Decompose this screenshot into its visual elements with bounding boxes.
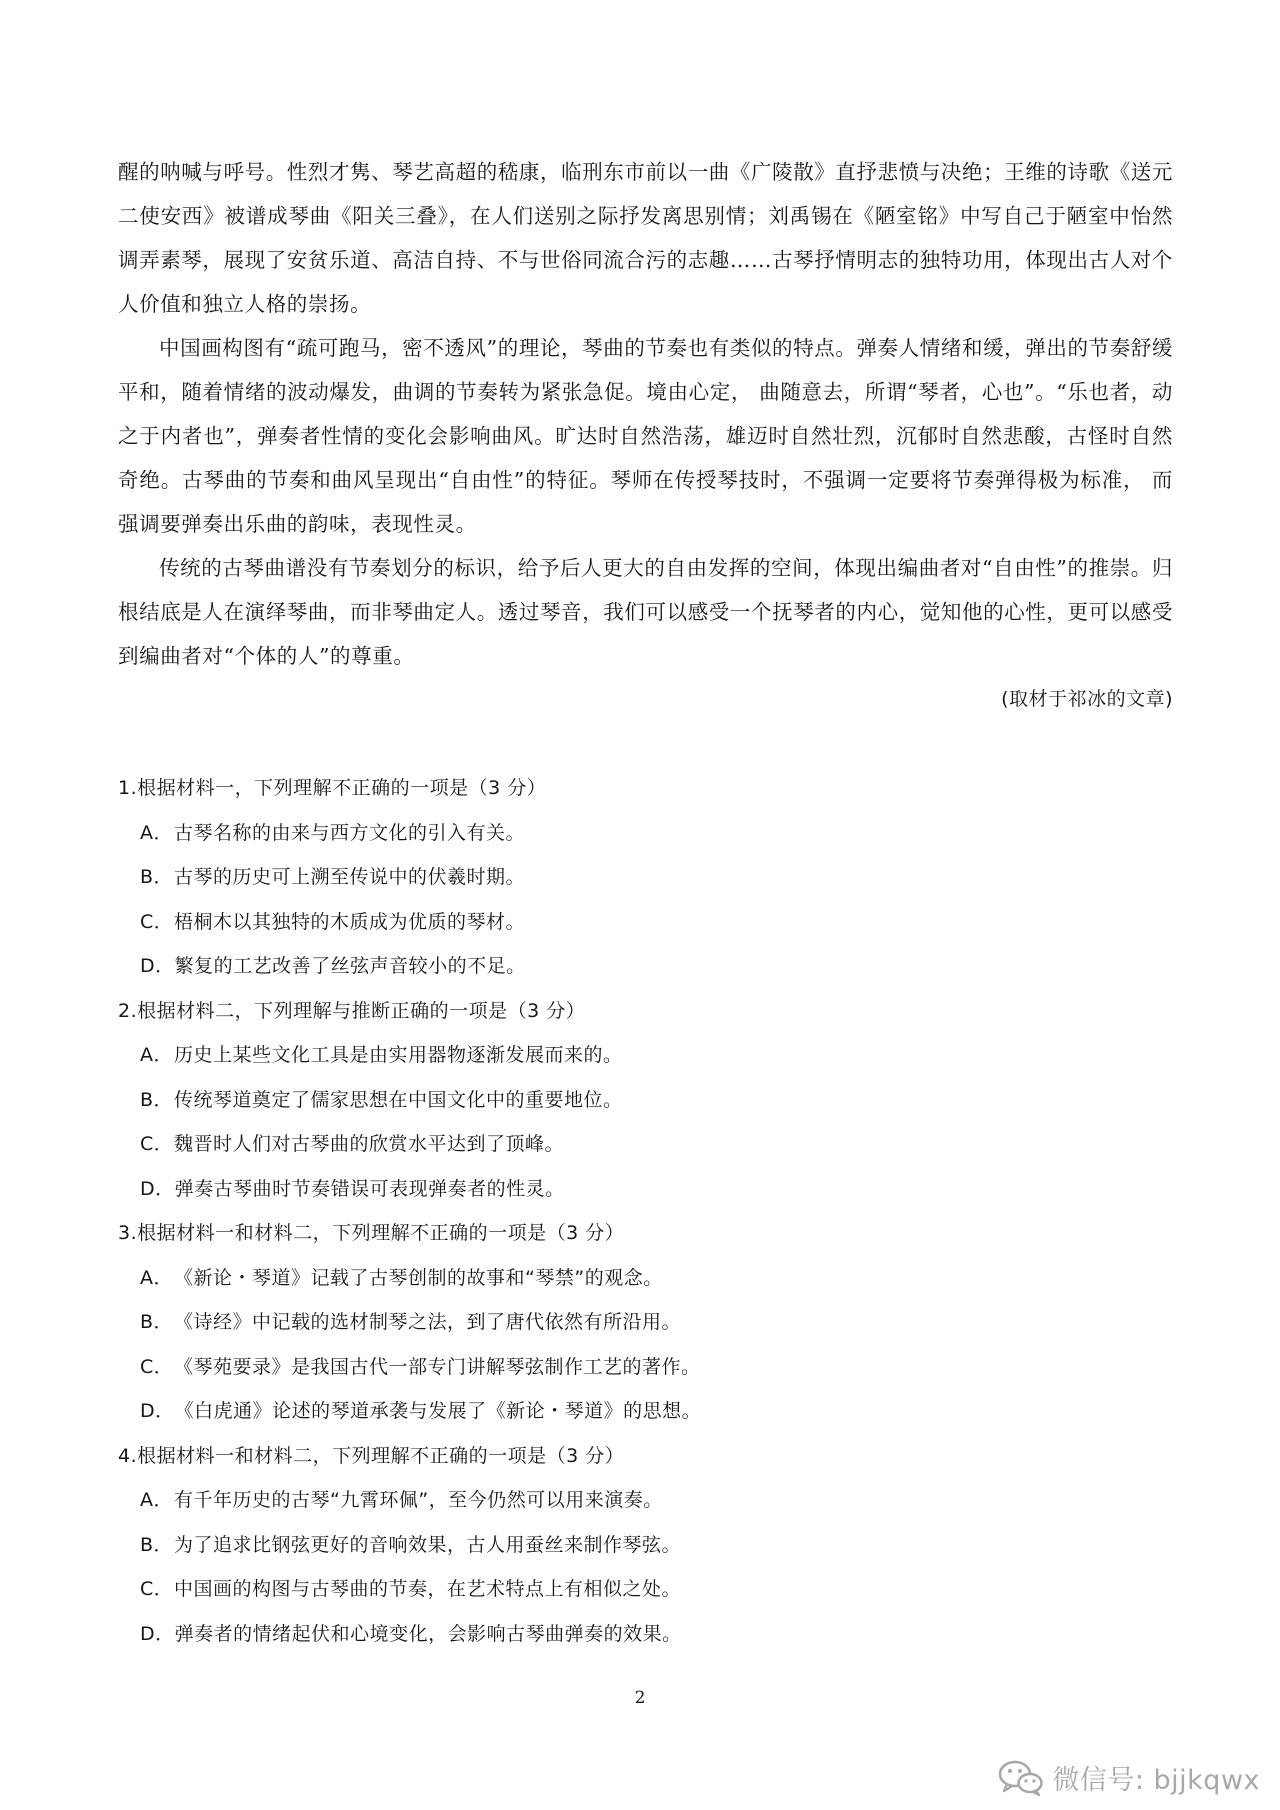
question-stem: 3.根据材料一和材料二，下列理解不正确的一项是（3 分） — [118, 1222, 625, 1244]
wechat-icon — [998, 1759, 1044, 1797]
option-letter: A． — [140, 821, 173, 844]
option-text: 魏晋时人们对古琴曲的欣赏水平达到了顶峰。 — [174, 1133, 565, 1155]
option-text: 有千年历史的古琴“九霄环佩”，至今仍然可以用来演奏。 — [174, 1489, 663, 1511]
option-text: 《诗经》中记载的选材制琴之法，到了唐代依然有所沿用。 — [174, 1311, 682, 1333]
option-a — [118, 1256, 1173, 1301]
passage-source: (取材于祁冰的文章) — [1001, 688, 1173, 710]
option-letter: A． — [140, 1266, 173, 1289]
option-d — [118, 1167, 1173, 1212]
option-d — [118, 1612, 1173, 1657]
option-text: 传统琴道奠定了儒家思想在中国文化中的重要地位。 — [174, 1088, 623, 1111]
option-text: 历史上某些文化工具是由实用器物逐渐发展而来的。 — [174, 1044, 623, 1066]
option-b — [118, 855, 1173, 900]
option-text: 中国画的构图与古琴曲的节奏，在艺术特点上有相似之处。 — [174, 1578, 682, 1600]
option-c — [118, 1122, 1173, 1167]
option-c — [118, 900, 1173, 945]
question-stem: 1.根据材料一，下列理解不正确的一项是（3 分） — [118, 777, 547, 799]
question-2 — [118, 989, 1173, 1212]
option-c — [118, 1567, 1173, 1612]
page-number: 2 — [634, 1688, 646, 1708]
option-letter: B． — [140, 1088, 174, 1111]
question-1 — [118, 766, 1173, 989]
option-text: 梧桐木以其独特的木质成为优质的琴材。 — [174, 910, 526, 933]
option-letter: D． — [140, 1177, 175, 1200]
question-3 — [118, 1211, 1173, 1434]
option-b — [118, 1523, 1173, 1568]
option-letter: D． — [140, 955, 175, 977]
option-text: 为了追求比钢弦更好的音响效果，古人用蚕丝来制作琴弦。 — [174, 1533, 682, 1556]
option-a — [118, 1478, 1173, 1523]
option-letter: A． — [140, 1044, 173, 1066]
option-c — [118, 1345, 1173, 1390]
option-letter: C． — [140, 910, 174, 933]
option-letter: B． — [140, 1311, 174, 1333]
passage-paragraph-1: 醒的呐喊与呼号。性烈才隽、琴艺高超的嵇康，临刑东市前以一曲《广陵散》直抒悲愤与决绝；王维的诗歌《送元二使安西》被谱成琴曲《阳关三叠》，在人们送别之际抒发离思别情；刘禹锡在《陋室铭》中写自己于陋室中怡然调弄素琴，展现了安贫乐道、高洁自持、不与世俗同流合污的志趣……古琴抒情明志的独特功用，体现出古人对个人价值和独立人格的崇扬。 — [118, 160, 1173, 316]
option-letter: C． — [140, 1133, 174, 1155]
passage-paragraph-3: 传统的古琴曲谱没有节奏划分的标识，给予后人更大的自由发挥的空间，体现出编曲者对“自由性”的推崇。归根结底是人在演绎琴曲，而非琴曲定人。透过琴音，我们可以感受一个抚琴者的内心，觉知他的心性，更可以感受到编曲者对“个体的人”的尊重。 — [118, 556, 1173, 668]
option-text: 弹奏者的情绪起伏和心境变化，会影响古琴曲弹奏的效果。 — [174, 1622, 682, 1645]
watermark-text: 微信号: bjjkqwx — [1052, 1765, 1260, 1796]
option-text: 弹奏古琴曲时节奏错误可表现弹奏者的性灵。 — [174, 1177, 565, 1200]
option-letter: D． — [140, 1622, 175, 1645]
option-text: 《白虎通》论述的琴道承袭与发展了《新论・琴道》的思想。 — [174, 1400, 702, 1422]
option-text: 《琴苑要录》是我国古代一部专门讲解琴弦制作工艺的著作。 — [174, 1355, 701, 1378]
option-text: 古琴的历史可上溯至传说中的伏羲时期。 — [174, 866, 526, 888]
option-d — [118, 944, 1173, 989]
option-letter: A． — [140, 1489, 173, 1511]
option-letter: C． — [140, 1355, 174, 1378]
option-b — [118, 1300, 1173, 1345]
reading-passage — [118, 150, 1173, 678]
option-text: 繁复的工艺改善了丝弦声音较小的不足。 — [174, 955, 526, 977]
option-b — [118, 1078, 1173, 1123]
option-letter: B． — [140, 1533, 174, 1556]
option-text: 《新论・琴道》记载了古琴创制的故事和“琴禁”的观念。 — [174, 1266, 663, 1289]
option-letter: D． — [140, 1400, 175, 1422]
question-stem: 4.根据材料一和材料二，下列理解不正确的一项是（3 分） — [118, 1444, 625, 1467]
option-a — [118, 811, 1173, 856]
option-a — [118, 1033, 1173, 1078]
questions-section — [118, 766, 1173, 1656]
wechat-watermark — [998, 1758, 1260, 1797]
question-stem: 2.根据材料二，下列理解与推断正确的一项是（3 分） — [118, 999, 586, 1022]
question-4 — [118, 1434, 1173, 1657]
option-letter: B． — [140, 866, 174, 888]
option-d — [118, 1389, 1173, 1434]
option-letter: C． — [140, 1578, 174, 1600]
option-text: 古琴名称的由来与西方文化的引入有关。 — [174, 821, 526, 844]
passage-paragraph-2: 中国画构图有“疏可跑马，密不透风”的理论，琴曲的节奏也有类似的特点。弹奏人情绪和缓，弹出的节奏舒缓平和，随着情绪的波动爆发，曲调的节奏转为紧张急促。境由心定， 曲随意去，所谓“琴者，心也”。“乐也者，动之于内者也”，弹奏者性情的变化会影响曲风。旷达时自然浩荡，雄迈时自然壮烈，沉郁时自然悲酸，古怪时自然奇绝。古琴曲的节奏和曲风呈现出“自由性”的特征。琴师在传授琴技时，不强调一定要将节奏弹得极为标准， 而强调要弹奏出乐曲的韵味，表现性灵。 — [118, 336, 1173, 536]
